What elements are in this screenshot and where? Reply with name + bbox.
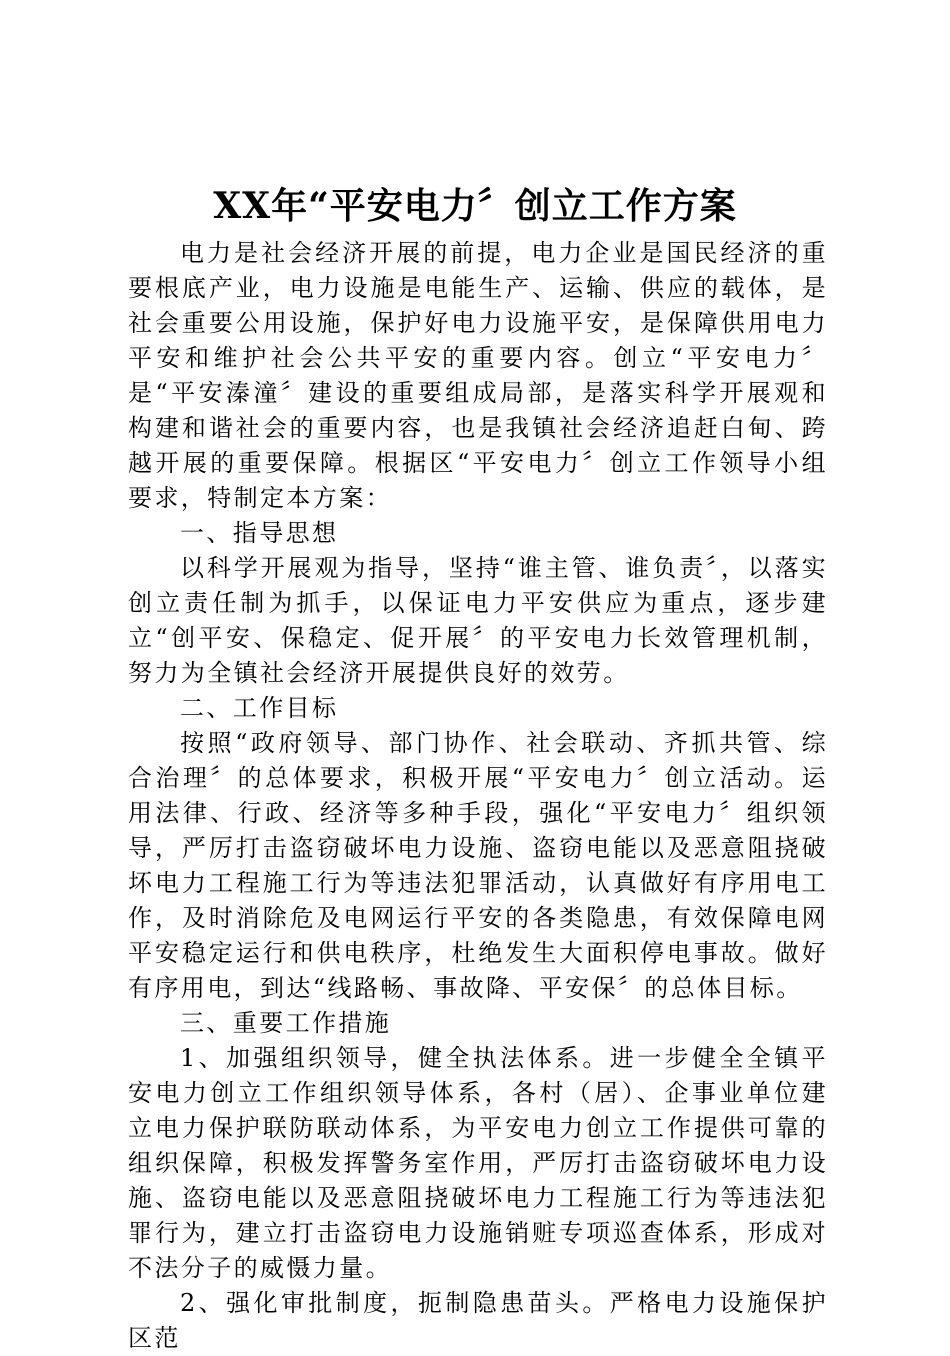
intro-paragraph: 电力是社会经济开展的前提，电力企业是国民经济的重要根底产业，电力设施是电能生产、运输、供应的载体，是社会重要公用设施，保护好电力设施平安，是保障供用电力平安和维护社会公共平安的重要内容。创立“平安电力〞是“平安溱潼〞建设的重要组成局部，是落实科学开展观和构建和谐社会的重要内容，也是我镇社会经济追赶白甸、跨越开展的重要保障。根据区“平安电力〞创立工作领导小组要求，特制定本方案：	[128, 239, 828, 512]
section-heading-guiding-thought: 一、指导思想	[180, 519, 339, 547]
document-body	[128, 236, 828, 1356]
guiding-thought-paragraph: 以科学开展观为指导，坚持“谁主管、谁负责〞，以落实创立责任制为抓手，以保证电力平安供应为重点，逐步建立“创平安、保稳定、促开展〞的平安电力长效管理机制，努力为全镇社会经济开展提供良好的效劳。	[128, 554, 828, 687]
document-title: XX年“平安电力〞创立工作方案	[213, 185, 737, 227]
section-heading-key-measures: 三、重要工作措施	[180, 1009, 392, 1037]
measure-2-paragraph: 2、强化审批制度，扼制隐患苗头。严格电力设施保护区范	[128, 1289, 828, 1352]
section-heading-work-goals: 二、工作目标	[180, 694, 339, 722]
measure-1-paragraph: 1、加强组织领导，健全执法体系。进一步健全全镇平安电力创立工作组织领导体系，各村（居）、企事业单位建立电力保护联防联动体系，为平安电力创立工作提供可靠的组织保障，积极发挥警务室作用，严厉打击盗窃破坏电力设施、盗窃电能以及恶意阻挠破坏电力工程施工行为等违法犯罪行为，建立打击盗窃电力设施销赃专项巡查体系，形成对不法分子的威慑力量。	[128, 1044, 828, 1282]
work-goals-paragraph: 按照“政府领导、部门协作、社会联动、齐抓共管、综合治理〞的总体要求，积极开展“平安电力〞创立活动。运用法律、行政、经济等多种手段，强化“平安电力〞组织领导，严厉打击盗窃破坏电力设施、盗窃电能以及恶意阻挠破坏电力工程施工行为等违法犯罪活动，认真做好有序用电工作，及时消除危及电网运行平安的各类隐患，有效保障电网平安稳定运行和供电秩序，杜绝发生大面积停电事故。做好有序用电，到达“线路畅、事故降、平安保〞的总体目标。	[128, 729, 828, 1002]
